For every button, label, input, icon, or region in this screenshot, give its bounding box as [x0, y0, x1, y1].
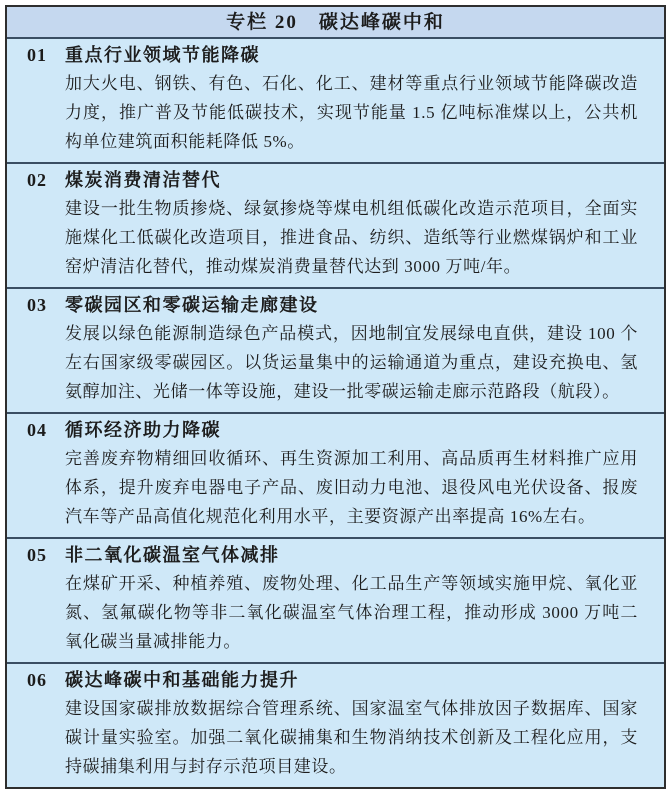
section-04: [7, 414, 664, 539]
section-title: 重点行业领域节能降碳: [65, 45, 260, 65]
section-05: [7, 539, 664, 664]
panel-title: 专栏 20 碳达峰碳中和: [226, 12, 445, 33]
panel-header: [7, 7, 664, 39]
section-head: [25, 667, 638, 694]
section-number: 03: [27, 295, 47, 315]
section-02: [7, 164, 664, 289]
section-title: 碳达峰碳中和基础能力提升: [65, 670, 299, 690]
section-03: [7, 289, 664, 414]
section-number: 04: [27, 420, 47, 440]
section-06: [7, 664, 664, 787]
section-head: [25, 42, 638, 69]
section-01: [7, 39, 664, 164]
section-head: [25, 542, 638, 569]
section-title: 煤炭消费清洁替代: [65, 170, 221, 190]
column-panel: [5, 5, 666, 789]
section-number: 01: [27, 45, 47, 65]
section-number: 06: [27, 670, 47, 690]
section-body: 发展以绿色能源制造绿色产品模式，因地制宜发展绿电直供，建设 100 个左右国家级零碳园区。以货运量集中的运输通道为重点，建设充换电、氢氨醇加注、光储一体等设施，建设一批零碳运输走廊示范路段（航段）。: [65, 324, 638, 401]
section-title: 循环经济助力降碳: [65, 420, 221, 440]
section-number: 02: [27, 170, 47, 190]
section-title: 非二氧化碳温室气体减排: [65, 545, 280, 565]
section-head: [25, 292, 638, 319]
section-number: 05: [27, 545, 47, 565]
section-title: 零碳园区和零碳运输走廊建设: [65, 295, 319, 315]
section-head: [25, 417, 638, 444]
section-body: 加大火电、钢铁、有色、石化、化工、建材等重点行业领域节能降碳改造力度，推广普及节能低碳技术，实现节能量 1.5 亿吨标准煤以上，公共机构单位建筑面积能耗降低 5%。: [65, 74, 638, 151]
section-head: [25, 167, 638, 194]
section-body: 建设国家碳排放数据综合管理系统、国家温室气体排放因子数据库、国家碳计量实验室。加强二氧化碳捕集和生物消纳技术创新及工程化应用，支持碳捕集利用与封存示范项目建设。: [65, 699, 638, 776]
section-body: 建设一批生物质掺烧、绿氨掺烧等煤电机组低碳化改造示范项目，全面实施煤化工低碳化改造项目，推进食品、纺织、造纸等行业燃煤锅炉和工业窑炉清洁化替代，推动煤炭消费量替代达到 3000 万吨/年。: [65, 199, 638, 276]
section-body: 在煤矿开采、种植养殖、废物处理、化工品生产等领域实施甲烷、氧化亚氮、氢氟碳化物等非二氧化碳温室气体治理工程，推动形成 3000 万吨二氧化碳当量减排能力。: [65, 574, 638, 651]
section-body: 完善废弃物精细回收循环、再生资源加工利用、高品质再生材料推广应用体系，提升废弃电器电子产品、废旧动力电池、退役风电光伏设备、报废汽车等产品高值化规范化利用水平，主要资源产出率提高 16%左右。: [65, 449, 638, 526]
